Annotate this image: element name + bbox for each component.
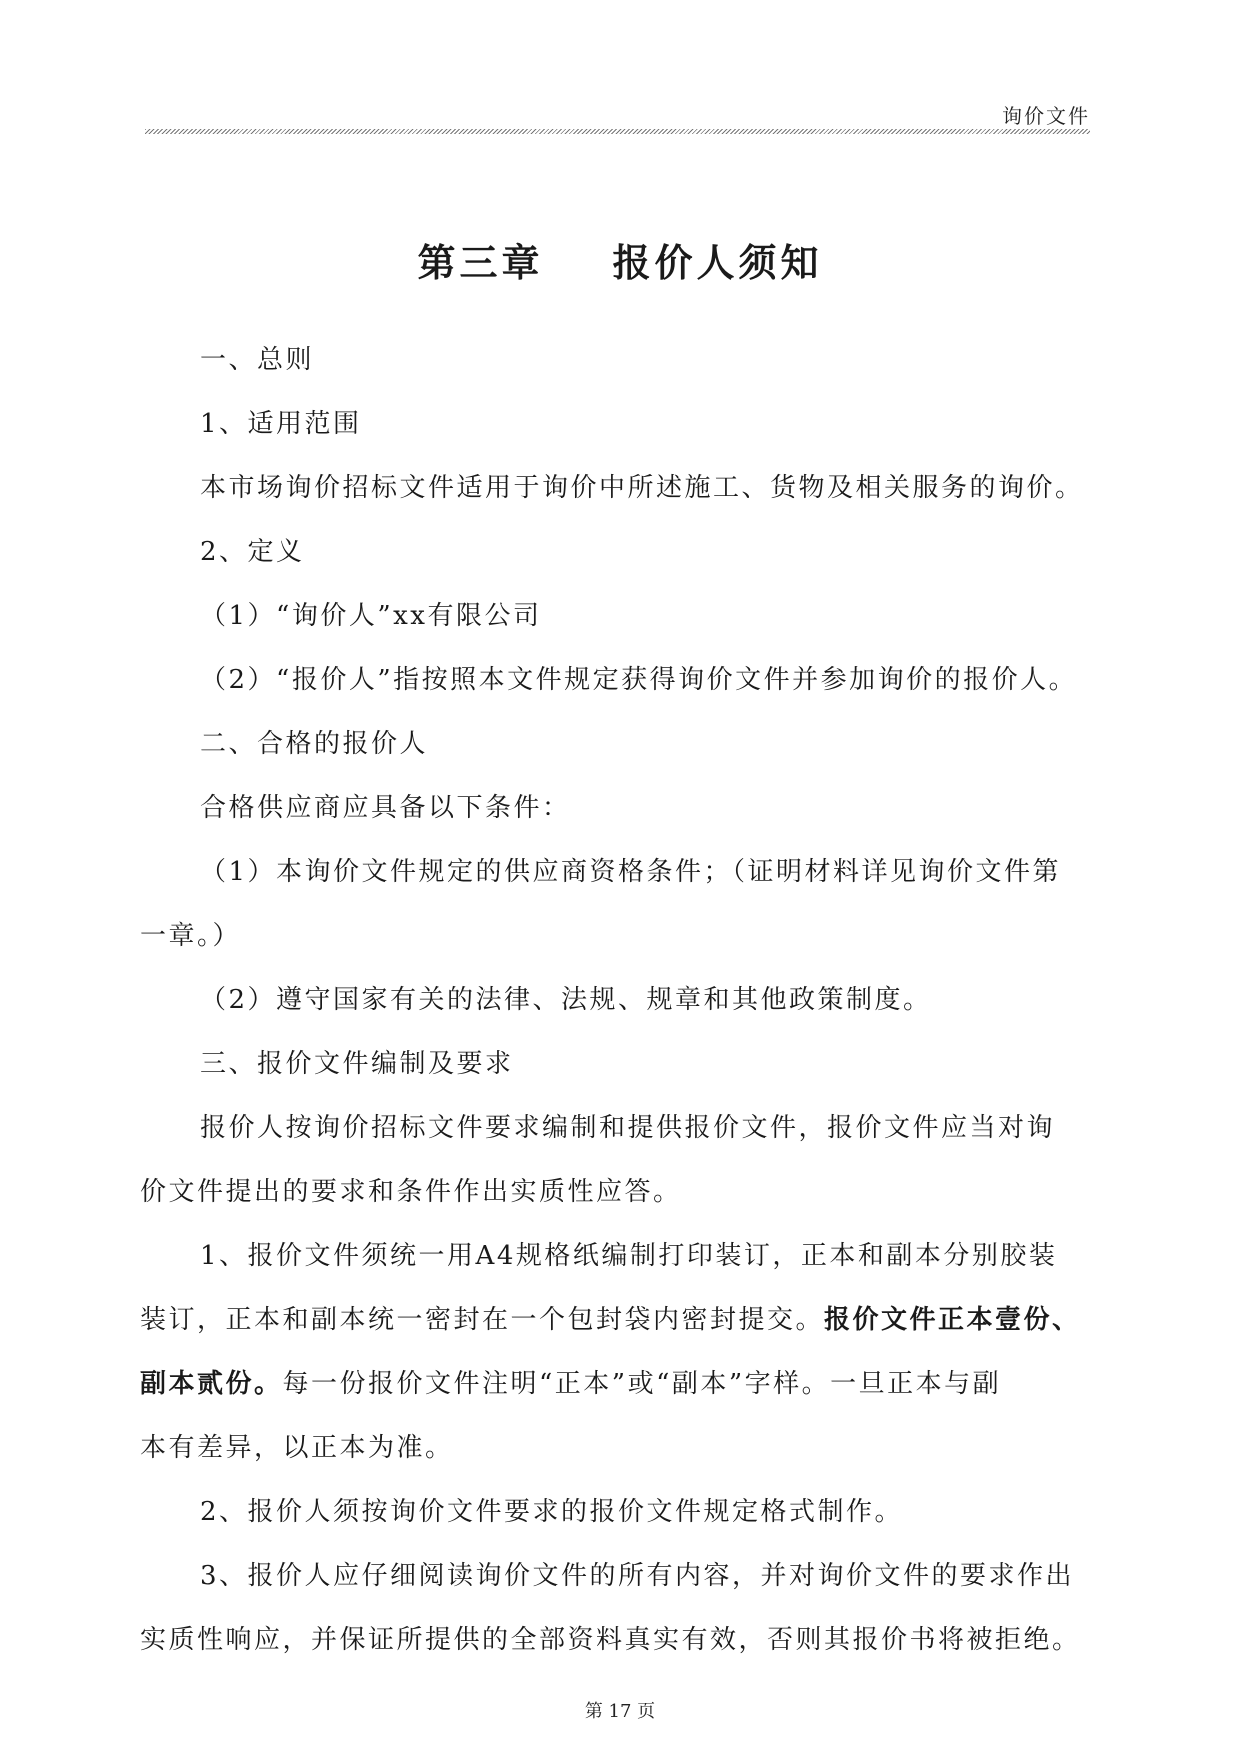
- section-heading-qualified: 二、合格的报价人: [200, 729, 429, 759]
- rule-1-line2: [140, 1303, 1081, 1337]
- condition-2: （2）遵守国家有关的法律、法规、规章和其他政策制度。: [200, 985, 932, 1015]
- section-heading-general: 一、总则: [200, 345, 315, 375]
- definition-bidder: （2）“报价人”指按照本文件规定获得询价文件并参加询价的报价人。: [200, 665, 1078, 695]
- rule-1-line2-bold: 报价文件正本壹份、: [824, 1305, 1081, 1335]
- rule-1-line3: [140, 1367, 1001, 1401]
- condition-1-line1: （1）本询价文件规定的供应商资格条件；（证明材料详见询价文件第: [200, 857, 1062, 887]
- rule-1-line3-text: 每一份报价文件注明“正本”或“副本”字样。一旦正本与副: [282, 1369, 1002, 1399]
- paragraph-conditions: 合格供应商应具备以下条件：: [200, 793, 571, 823]
- condition-1-line2: 一章。）: [140, 921, 242, 951]
- page-number: 第 17 页: [584, 1701, 656, 1722]
- section-heading-preparation: 三、报价文件编制及要求: [200, 1049, 514, 1079]
- paragraph-preparation-line2: 价文件提出的要求和条件作出实质性应答。: [140, 1177, 682, 1207]
- rule-1-line3-bold: 副本贰份。: [140, 1369, 283, 1399]
- rule-1-line1: 1、报价文件须统一用A4规格纸编制打印装订，正本和副本分别胶装: [200, 1241, 1058, 1271]
- rule-3-line1: 3、报价人应仔细阅读询价文件的所有内容，并对询价文件的要求作出: [200, 1561, 1075, 1591]
- paragraph-preparation-line1: 报价人按询价招标文件要求编制和提供报价文件，报价文件应当对询: [200, 1113, 1056, 1143]
- rule-3-line2: 实质性响应，并保证所提供的全部资料真实有效，否则其报价书将被拒绝。: [140, 1625, 1081, 1655]
- definition-inquirer: （1）“询价人”xx有限公司: [200, 601, 542, 631]
- rule-2: 2、报价人须按询价文件要求的报价文件规定格式制作。: [200, 1497, 904, 1527]
- rule-1-line2-text: 装订，正本和副本统一密封在一个包封袋内密封提交。: [140, 1305, 825, 1335]
- header-rule: [145, 129, 1090, 134]
- subsection-scope: 1、适用范围: [200, 409, 362, 439]
- running-header: 询价文件: [1002, 104, 1090, 128]
- subsection-definition: 2、定义: [200, 537, 305, 567]
- paragraph-scope: 本市场询价招标文件适用于询价中所述施工、货物及相关服务的询价。: [200, 473, 1084, 503]
- rule-1-line4: 本有差异，以正本为准。: [140, 1433, 454, 1463]
- chapter-title: 第三章 报价人须知: [417, 240, 823, 285]
